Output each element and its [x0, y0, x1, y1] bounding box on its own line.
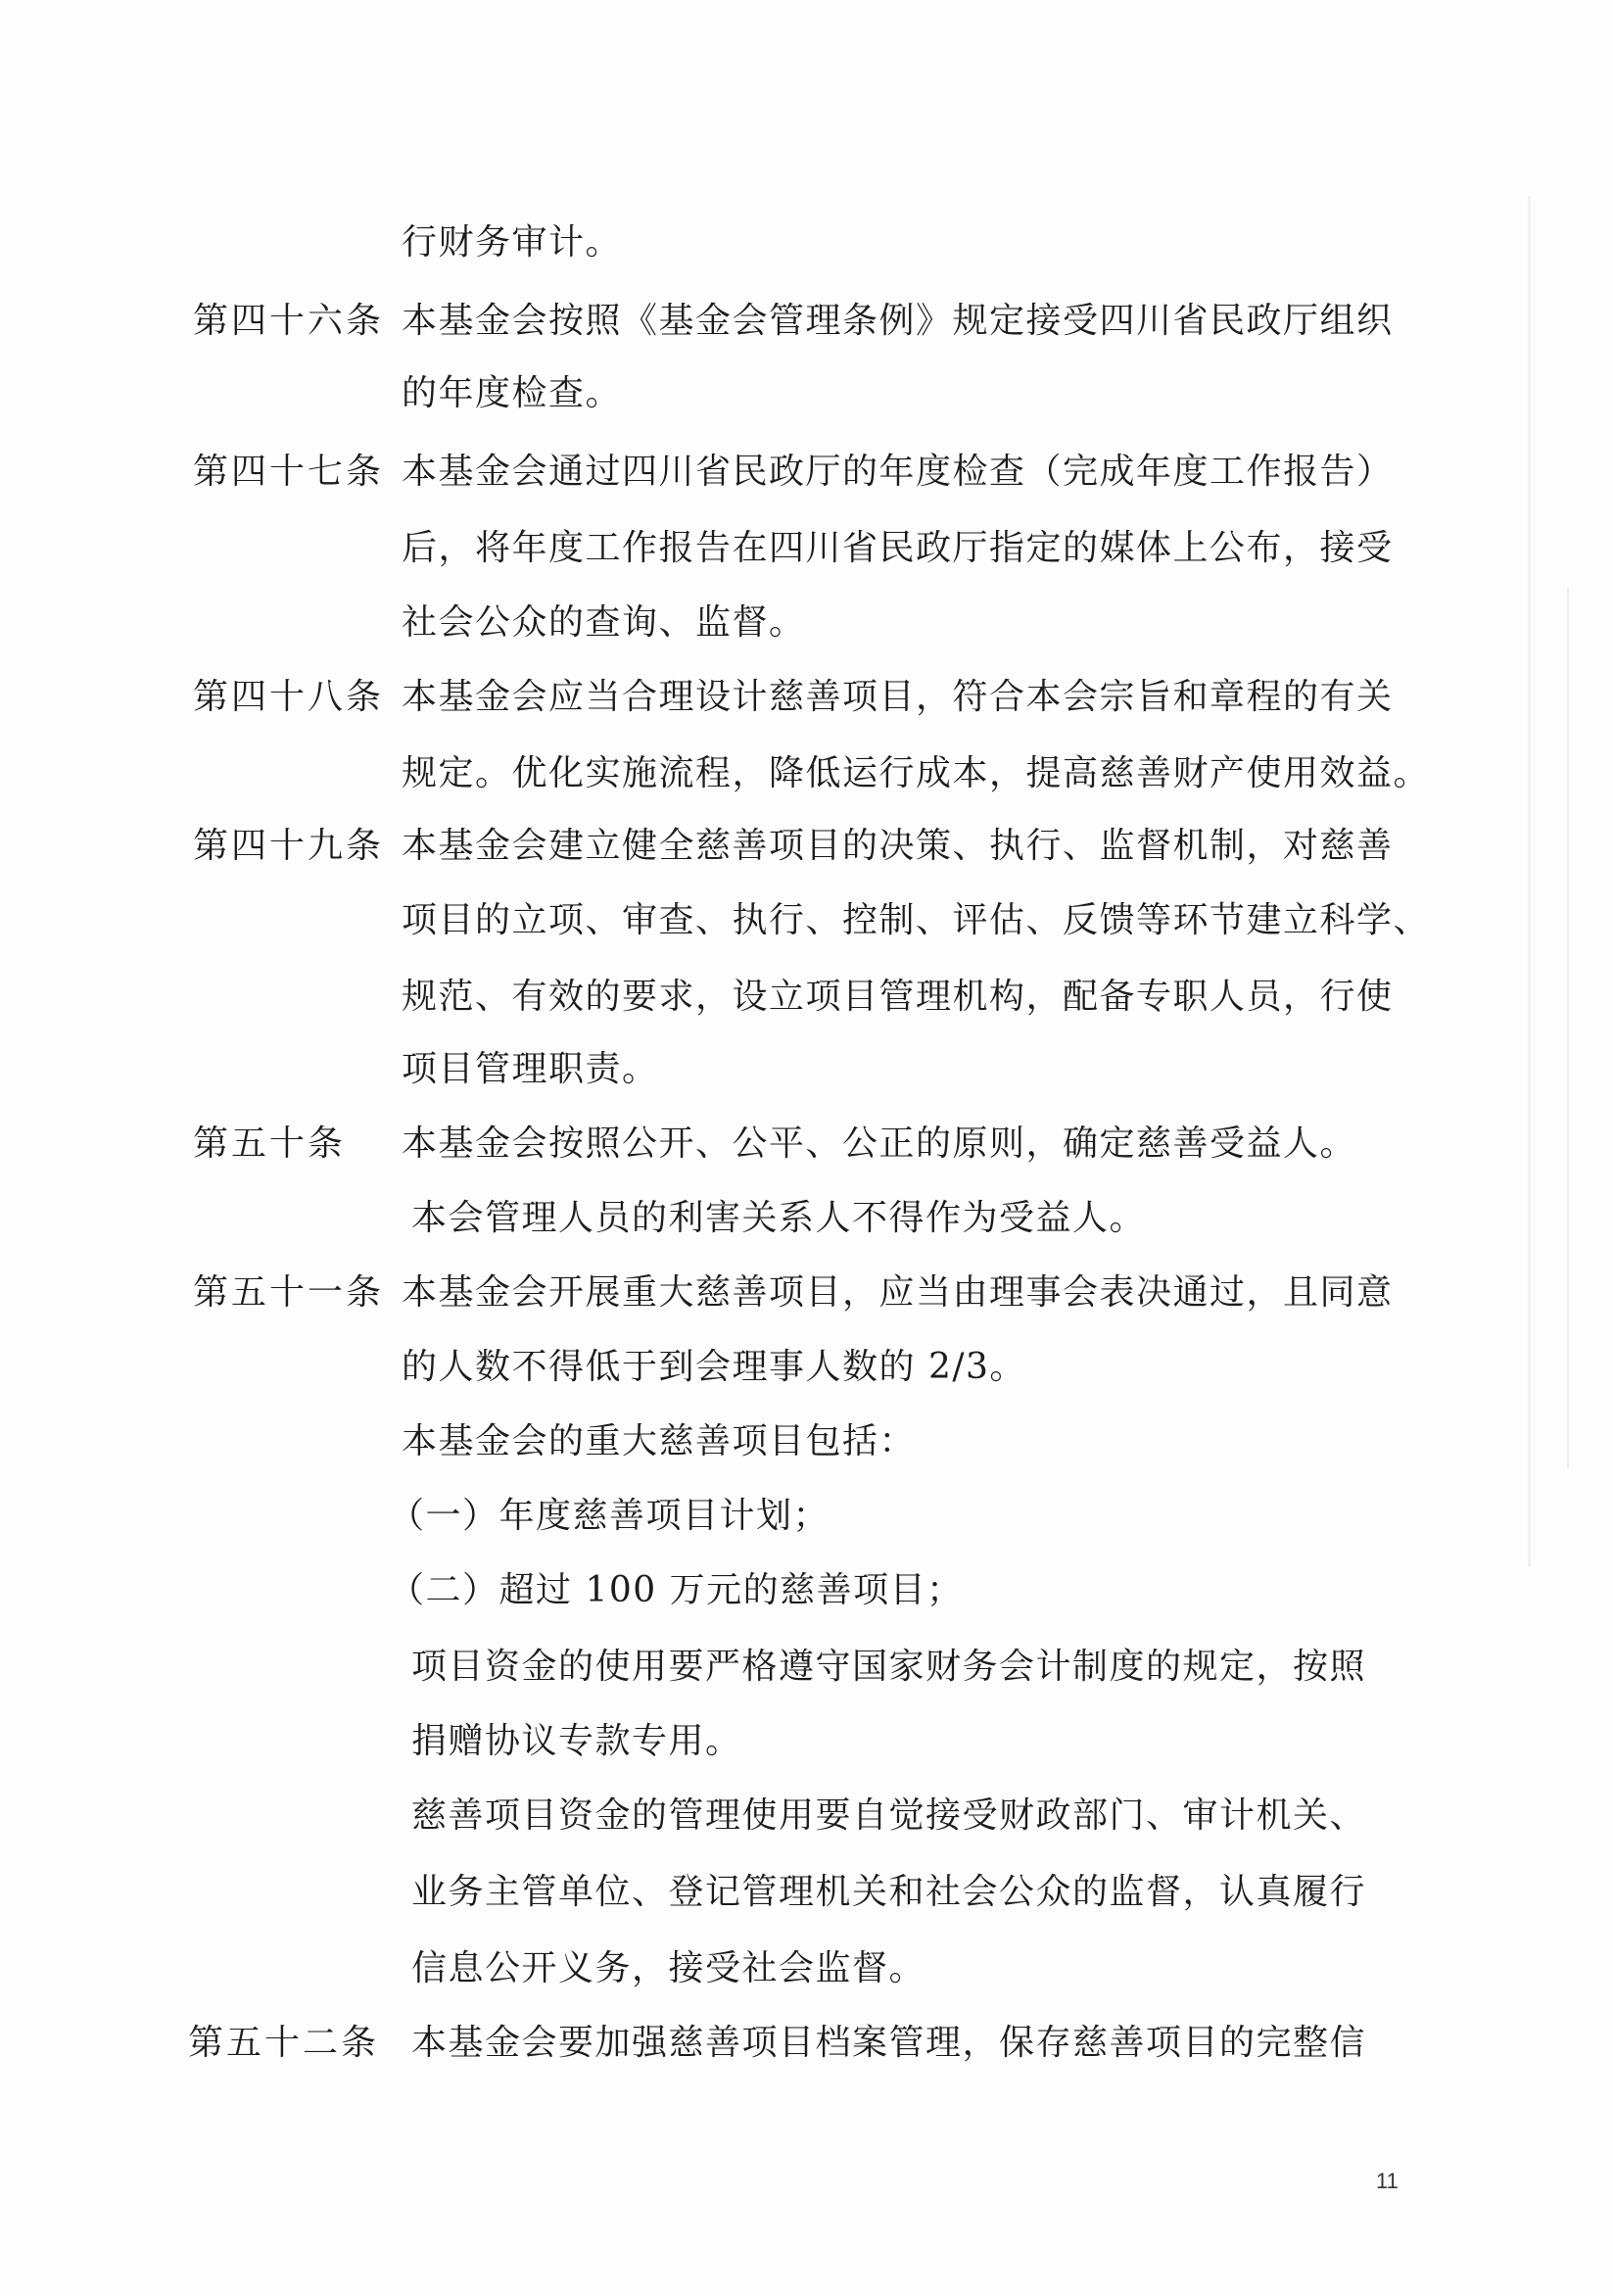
text-line: 本基金会的重大慈善项目包括：	[402, 1421, 917, 1461]
text-line: 本基金会要加强慈善项目档案管理，保存慈善项目的完整信	[411, 2023, 1367, 2063]
text-line: 本基金会开展重大慈善项目，应当由理事会表决通过，且同意	[402, 1272, 1394, 1313]
page-number: 11	[1376, 2169, 1399, 2193]
text-line: 本基金会按照《基金会管理条例》规定接受四川省民政厅组织	[402, 301, 1394, 341]
text-line: 后，将年度工作报告在四川省民政厅指定的媒体上公布，接受	[402, 528, 1394, 568]
article-50-label: 第五十条	[193, 1124, 347, 1164]
text-line: 本基金会通过四川省民政厅的年度检查（完成年度工作报告）	[402, 452, 1394, 492]
text-line: 行财务审计。	[402, 222, 623, 263]
text-line: 慈善项目资金的管理使用要自觉接受财政部门、审计机关、	[411, 1795, 1367, 1836]
scan-mark	[1528, 196, 1531, 1567]
article-47-label: 第四十七条	[193, 452, 385, 492]
text-line: 社会公众的查询、监督。	[402, 602, 806, 643]
text-line: 规范、有效的要求，设立项目管理机构，配备专职人员，行使	[402, 977, 1394, 1017]
text-line: 业务主管单位、登记管理机关和社会公众的监督，认真履行	[411, 1872, 1367, 1912]
text-line: 规定。优化实施流程，降低运行成本，提高慈善财产使用效益。	[402, 753, 1431, 793]
scan-mark	[1567, 588, 1569, 1469]
article-49-label: 第四十九条	[193, 826, 385, 866]
text-line: 项目资金的使用要严格遵守国家财务会计制度的规定，按照	[411, 1647, 1367, 1687]
article-52-label: 第五十二条	[188, 2023, 380, 2063]
text-line: 本基金会应当合理设计慈善项目，符合本会宗旨和章程的有关	[402, 677, 1394, 717]
text-line: 的年度检查。	[402, 373, 623, 413]
text-line: 本基金会建立健全慈善项目的决策、执行、监督机制，对慈善	[402, 826, 1394, 866]
list-item: （二）超过 100 万元的慈善项目；	[389, 1570, 964, 1610]
article-48-label: 第四十八条	[193, 677, 385, 717]
text-line: 项目的立项、审查、执行、控制、评估、反馈等环节建立科学、	[402, 900, 1431, 940]
text-line: 信息公开义务，接受社会监督。	[411, 1948, 926, 1988]
text-line: 本基金会按照公开、公平、公正的原则，确定慈善受益人。	[402, 1124, 1357, 1164]
text-line: 的人数不得低于到会理事人数的 2/3。	[402, 1347, 1026, 1387]
list-item: （一）年度慈善项目计划；	[389, 1496, 830, 1536]
article-46-label: 第四十六条	[193, 301, 385, 341]
text-line: 捐赠协议专款专用。	[411, 1721, 742, 1761]
text-line: 本会管理人员的利害关系人不得作为受益人。	[411, 1198, 1147, 1238]
text-line: 项目管理职责。	[402, 1049, 659, 1089]
article-51-label: 第五十一条	[193, 1272, 385, 1313]
